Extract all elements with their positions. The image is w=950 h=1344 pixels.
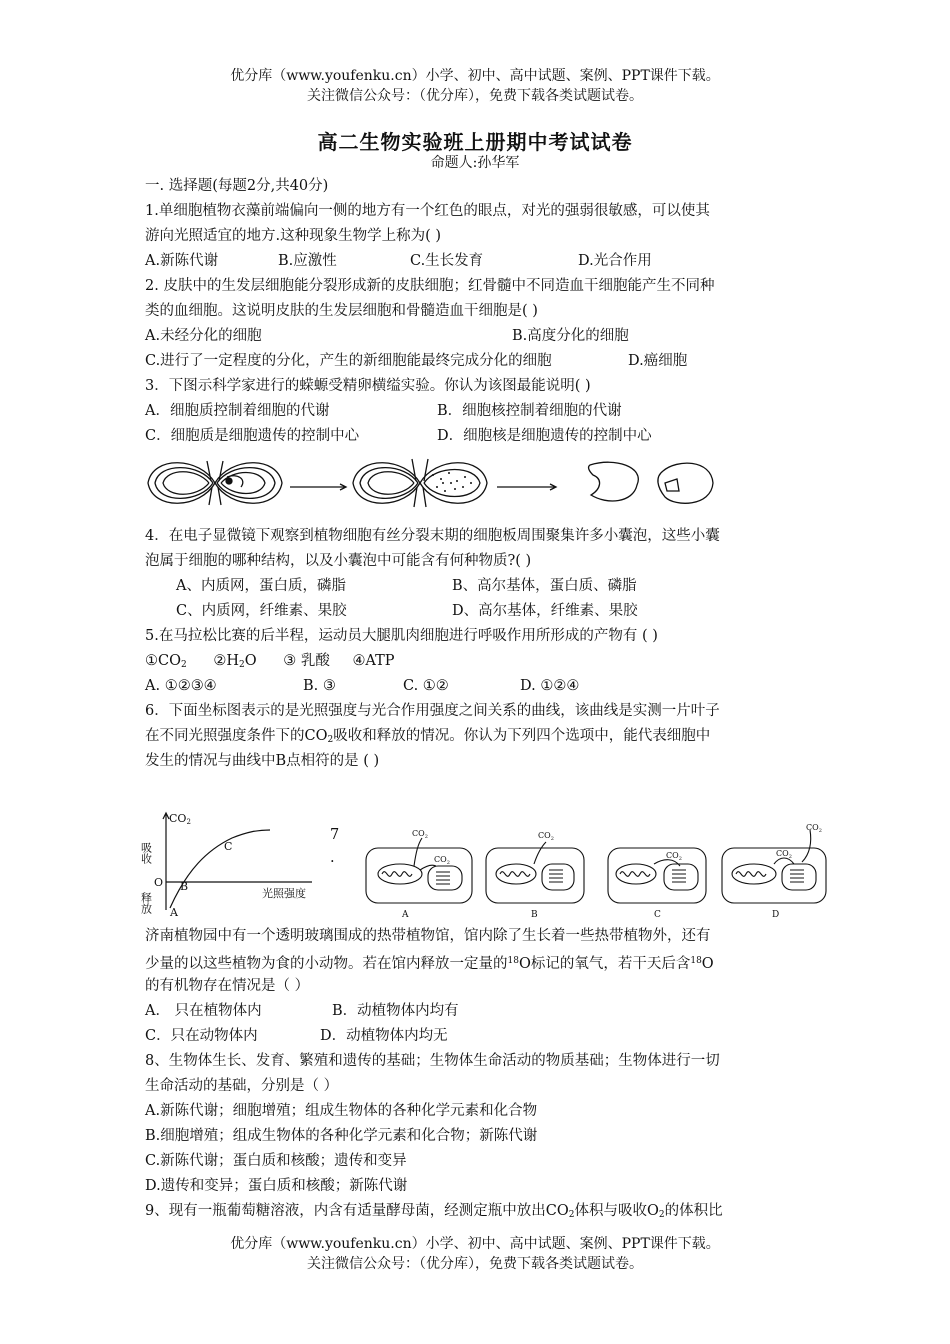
graph-origin: O [154,876,164,889]
cell-a-co2-2: $CO_2$ [434,855,450,866]
q1-option-a: A.新陈代谢 [145,253,219,269]
q2-option-b: B.高度分化的细胞 [512,328,629,344]
q7-text-3: 的有机物存在情况是（ ） [145,978,310,994]
q7-option-d: D．动植物体内均无 [320,1028,448,1044]
graph-x-label: 光照强度 [262,887,306,900]
q4-text-1: 4．在电子显微镜下观察到植物细胞有丝分裂末期的细胞板周围聚集许多小囊泡，这些小囊 [145,528,720,544]
q5-item-1: $①CO_2$ [145,653,187,670]
graph-point-c: C [224,840,233,853]
footer-line-2: 关注微信公众号：（优分库），免费下载各类试题试卷。 [307,1256,643,1272]
q5-text-1: 5.在马拉松比赛的后半程，运动员大腿肌肉细胞进行呼吸作用所形成的产物有 ( ) [145,628,658,644]
q4-option-d: D、高尔基体，纤维素、果胶 [452,603,638,619]
cell-c-co2: $CO_2$ [666,851,682,862]
q5-items [145,651,395,675]
q3-text-1: 3．下图示科学家进行的蝾螈受精卵横缢实验。你认为该图最能说明( ) [145,378,591,394]
q5-option-d: D. ①②④ [520,678,580,694]
q8-text-2: 生命活动的基础，分别是（ ） [145,1078,339,1094]
q7-dot: . [330,850,335,866]
q3-option-d: D．细胞核是细胞遗传的控制中心 [437,428,652,444]
q5-item-4: ④ATP [352,653,395,669]
q6-text-3: 发生的情况与曲线中B点相符的是 ( ) [145,753,380,769]
q2-text-2: 类的血细胞。这说明皮肤的生发层细胞和骨髓造血干细胞是( ) [145,303,538,319]
author: 命题人:孙华军 [430,155,520,171]
newt-egg-experiment-figure [145,453,725,513]
q2-option-d: D.癌细胞 [628,353,688,369]
q4-option-a: A、内质网，蛋白质，磷脂 [176,578,346,594]
cell-d-co2-1: $CO_2$ [776,849,792,860]
graph-point-b: B [180,880,189,893]
light-intensity-co2-graph [139,810,327,919]
q4-option-c: C、内质网，纤维素、果胶 [176,603,347,619]
cell-d-co2-2: $CO_2$ [806,823,822,834]
q8-option-d: D.遗传和变异；蛋白质和核酸；新陈代谢 [145,1178,408,1194]
graph-y-down-label: 释放 [139,892,153,914]
q6-text-2: 在不同光照强度条件下的$CO_2$吸收和释放的情况。你认为下列四个选项中，能代表细胞中 [145,728,711,745]
footer-line-1: 优分库（www.youfenku.cn）小学、初中、高中试题、案例、PPT课件下载。 [230,1236,720,1252]
cell-a-co2-1: $CO_2$ [412,829,428,840]
q7-option-a: A． 只在植物体内 [145,1003,262,1019]
q2-option-c: C.进行了一定程度的分化，产生的新细胞能最终完成分化的细胞 [145,353,552,369]
header-line-2: 关注微信公众号：（优分库），免费下载各类试题试卷。 [307,88,643,104]
section-heading: 一. 选择题(每题2分,共40分) [145,178,329,194]
q7-option-b: B．动植物体内均有 [332,1003,459,1019]
q5-option-a: A. ①②③④ [145,678,217,694]
graph-y-top: CO2 [169,812,191,826]
q7-text-2: 少量的以这些植物为食的小动物。若在馆内释放一定量的$^{18}$O标记的氧气，若干天后含$^{18}$O [145,956,714,972]
q3-option-a: A．细胞质控制着细胞的代谢 [145,403,330,419]
q2-text-1: 2. 皮肤中的生发层细胞能分裂形成新的皮肤细胞；红骨髓中不同造血干细胞能产生不同种 [145,278,715,294]
q1-option-c: C.生长发育 [410,253,484,269]
cell-options-figure [362,820,832,920]
cell-label-d: D [772,910,780,920]
cell-label-a: A [402,910,409,920]
q1-text-1: 1.单细胞植物衣藻前端偏向一侧的地方有一个红色的眼点，对光的强弱很敏感，可以使其 [145,203,710,219]
graph-point-a: A [170,906,178,919]
cell-b-co2: $CO_2$ [538,831,554,842]
q1-option-b: B.应激性 [278,253,337,269]
q7-option-c: C．只在动物体内 [145,1028,258,1044]
q9-text-1: 9、现有一瓶葡萄糖溶液，内含有适量酵母菌，经测定瓶中放出$CO_2$体积与吸收$O_2$的体积比 [145,1203,723,1220]
q1-option-d: D.光合作用 [578,253,652,269]
dotted-cytoplasm-detail [432,472,472,492]
page-title: 高二生物实验班上册期中考试试卷 [317,130,633,154]
q1-text-2: 游向光照适宜的地方.这种现象生物学上称为( ) [145,228,442,244]
q4-option-b: B、高尔基体，蛋白质、磷脂 [452,578,637,594]
q3-option-b: B．细胞核控制着细胞的代谢 [437,403,622,419]
q8-option-c: C.新陈代谢；蛋白质和核酸；遗传和变异 [145,1153,407,1169]
q8-text-1: 8、生物体生长、发育、繁殖和遗传的基础；生物体生命活动的物质基础；生物体进行一切 [145,1053,720,1069]
graph-y-up-label: 吸收 [139,842,153,864]
header-line-1: 优分库（www.youfenku.cn）小学、初中、高中试题、案例、PPT课件下载。 [230,68,720,84]
q8-option-b: B.细胞增殖；组成生物体的各种化学元素和化合物；新陈代谢 [145,1128,538,1144]
q5-item-2: $②H_2O$ [213,653,257,670]
q5-option-c: C. ①② [403,678,449,694]
q8-option-a: A.新陈代谢；细胞增殖；组成生物体的各种化学元素和化合物 [145,1103,538,1119]
q7-text-1: 济南植物园中有一个透明玻璃围成的热带植物馆，馆内除了生长着一些热带植物外，还有 [145,928,711,944]
cell-label-c: C [654,910,661,920]
q5-item-3: ③ 乳酸 [283,653,330,669]
q5-option-b: B. ③ [303,678,336,694]
q3-option-c: C．细胞质是细胞遗传的控制中心 [145,428,360,444]
q7-number: 7 [330,827,340,843]
q4-text-2: 泡属于细胞的哪种结构，以及小囊泡中可能含有何种物质?( ) [145,553,532,569]
q2-option-a: A.未经分化的细胞 [145,328,262,344]
q6-text-1: 6．下面坐标图表示的是光照强度与光合作用强度之间关系的曲线，该曲线是实测一片叶子 [145,703,720,719]
cell-label-b: B [531,910,538,920]
